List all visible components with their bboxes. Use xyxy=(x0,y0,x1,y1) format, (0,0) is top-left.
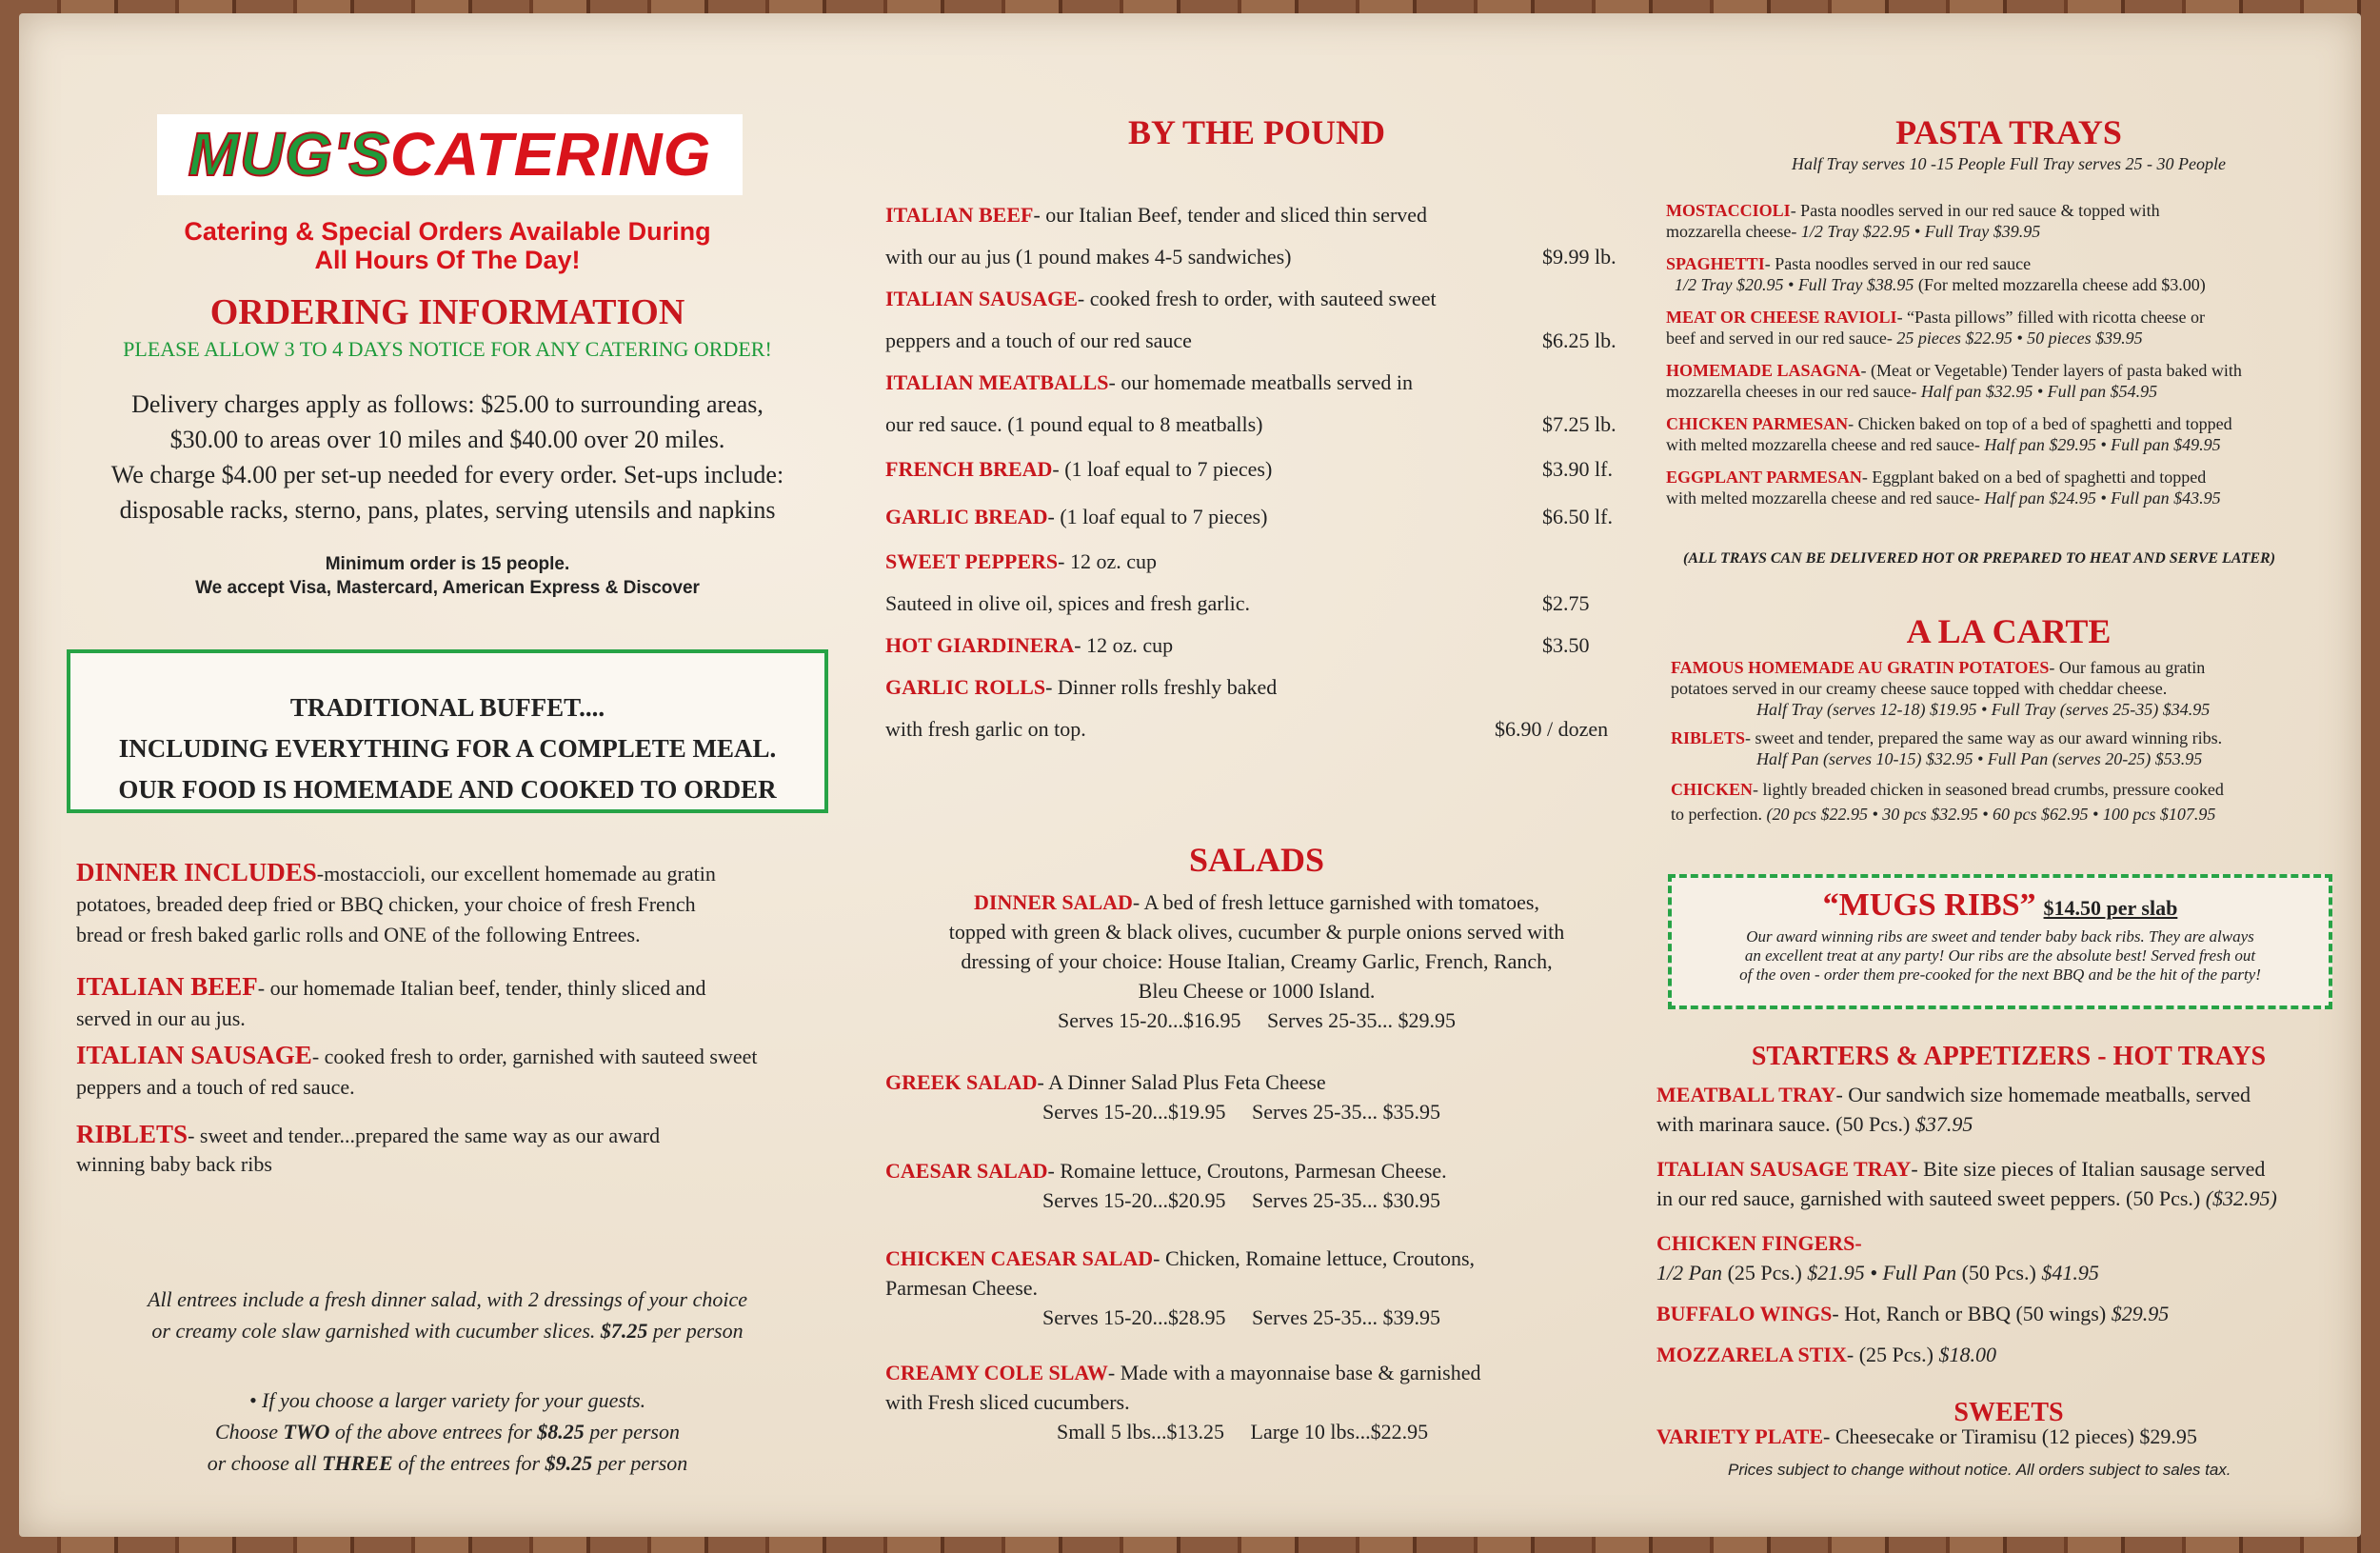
minimum-order: Minimum order is 15 people. xyxy=(325,554,570,574)
item-desc: potatoes served in our creamy cheese sauce topped with cheddar cheese. xyxy=(1671,679,2168,698)
ribs-title: “MUGS RIBS” xyxy=(1822,887,2036,923)
item-name: MEATBALL TRAY xyxy=(1656,1083,1836,1106)
item-desc: - Eggplant baked on a bed of spaghetti and topped xyxy=(1861,468,2207,487)
pasta-eggplant-parmesan xyxy=(1666,467,2351,508)
salads-title: SALADS xyxy=(1188,841,1325,879)
item-price: $3.90 lf. xyxy=(1542,457,1613,481)
note-text: per person xyxy=(647,1319,744,1343)
item-price: $41.95 xyxy=(2041,1261,2099,1284)
item-desc: with melted mozzarella cheese and red sauce- xyxy=(1666,435,1985,454)
item-desc: peppers and a touch of our red sauce xyxy=(885,329,1192,352)
item-name: CAESAR SALAD xyxy=(885,1159,1048,1183)
item-desc: (50 Pcs.) xyxy=(1956,1261,2042,1284)
starter-mozzarella-stix xyxy=(1656,1340,2361,1369)
item-price: Half pan $24.95 • Full pan $43.95 xyxy=(1984,488,2221,508)
bp-peppers xyxy=(885,541,1628,583)
note-line: All entrees include a fresh dinner salad, with 2 dressings of your choice xyxy=(148,1287,747,1311)
item-price: 25 pieces $22.95 • 50 pieces $39.95 xyxy=(1896,329,2143,348)
alc-riblets xyxy=(1671,727,2356,769)
tagline xyxy=(105,217,790,274)
pasta-ravioli xyxy=(1666,307,2351,348)
delivery-line: Delivery charges apply as follows: $25.00 to surrounding areas, xyxy=(131,390,764,418)
item-desc: - Hot, Ranch or BBQ (50 wings) xyxy=(1832,1302,2112,1325)
pasta-chicken-parmesan xyxy=(1666,413,2351,455)
item-name: ITALIAN MEATBALLS xyxy=(885,370,1109,394)
by-the-pound-title: BY THE POUND xyxy=(1127,113,1386,151)
item-name: GREEK SALAD xyxy=(885,1070,1038,1094)
item-desc: - (25 Pcs.) xyxy=(1846,1343,1939,1366)
item-price: $6.90 / dozen xyxy=(1495,717,1609,741)
bp-peppers-row xyxy=(885,583,1628,625)
notice: PLEASE ALLOW 3 TO 4 DAYS NOTICE FOR ANY CATERING ORDER! xyxy=(123,337,772,361)
item-name: MEAT OR CHEESE RAVIOLI xyxy=(1666,308,1897,327)
item-desc: with Fresh sliced cucumbers. xyxy=(885,1390,1130,1414)
pasta-note: (ALL TRAYS CAN BE DELIVERED HOT OR PREPARED TO HEAT AND SERVE LATER) xyxy=(1683,550,2276,567)
bp-sausage-row xyxy=(885,320,1628,362)
item-desc: - “Pasta pillows” filled with ricotta cheese or xyxy=(1896,308,2205,327)
ribs-desc xyxy=(1672,927,2329,985)
item-desc: our red sauce. (1 pound equal to 8 meatballs) xyxy=(885,412,1263,436)
item-desc: - 12 oz. cup xyxy=(1058,549,1158,573)
item-desc: - cooked fresh to order, with sauteed sweet xyxy=(1077,287,1437,310)
ribs-heading xyxy=(1672,887,2329,924)
delivery-line: We charge $4.00 per set-up needed for every order. Set-ups include: xyxy=(110,461,784,488)
buffet-line: OUR FOOD IS HOMEMADE AND COOKED TO ORDER xyxy=(118,775,777,804)
item-price: Serves 15-20...$19.95 Serves 25-35... $35.95 xyxy=(1042,1100,1440,1124)
item-name: ITALIAN SAUSAGE xyxy=(76,1041,312,1069)
item-desc: - Dinner rolls freshly baked xyxy=(1045,675,1278,699)
item-name: GARLIC ROLLS xyxy=(885,675,1046,699)
item-name: BUFFALO WINGS xyxy=(1656,1302,1833,1325)
item-price: (20 pcs $22.95 • 30 pcs $32.95 • 60 pcs $62.95 • 100 pcs $107.95 xyxy=(1766,805,2216,824)
item-desc: peppers and a touch of red sauce. xyxy=(76,1075,355,1099)
item-desc: - Made with a mayonnaise base & garnished xyxy=(1107,1361,1481,1384)
note-text: or choose all xyxy=(207,1451,323,1475)
bp-beef xyxy=(885,194,1628,236)
bp-sausage xyxy=(885,278,1628,320)
item-price: Serves 15-20...$16.95 Serves 25-35... $29.95 xyxy=(1058,1008,1456,1032)
item-price: $2.75 xyxy=(1542,591,1590,615)
item-price: Half pan $29.95 • Full pan $49.95 xyxy=(1984,435,2221,454)
salad-dinner xyxy=(885,887,1628,1035)
starter-buffalo-wings xyxy=(1656,1299,2361,1328)
dinner-includes xyxy=(76,857,838,950)
delivery-line: disposable racks, sterno, pans, plates, serving utensils and napkins xyxy=(119,496,776,524)
item-price: $18.00 xyxy=(1938,1343,1996,1366)
item-desc: - (Meat or Vegetable) Tender layers of pasta baked with xyxy=(1860,361,2242,380)
bp-beef-row xyxy=(885,236,1628,278)
item-price: $7.25 lb. xyxy=(1542,412,1616,436)
entree-riblets xyxy=(76,1120,838,1179)
starter-sausage-tray xyxy=(1656,1154,2361,1213)
item-price: Half pan $32.95 • Full pan $54.95 xyxy=(1920,382,2158,401)
item-desc: - sweet and tender, prepared the same way as our award winning ribs. xyxy=(1745,728,2223,747)
item-price: $6.25 lb. xyxy=(1542,329,1616,352)
item-name: MOSTACCIOLI xyxy=(1666,201,1791,220)
item-name: CHICKEN xyxy=(1671,780,1754,799)
entrees-note xyxy=(76,1284,819,1346)
item-name: SPAGHETTI xyxy=(1666,254,1765,273)
item-name: MOZZARELA STIX xyxy=(1656,1343,1847,1366)
a-la-carte-list xyxy=(1671,657,2356,826)
item-price: $21.95 • Full Pan xyxy=(1807,1261,1957,1284)
item-name: CHICKEN FINGERS- xyxy=(1656,1231,1862,1255)
item-name: CREAMY COLE SLAW xyxy=(885,1361,1108,1384)
item-price: $9.99 lb. xyxy=(1542,245,1616,269)
entree-italian-sausage xyxy=(76,1040,838,1103)
item-price: Half Tray (serves 12-18) $19.95 • Full Tray (serves 25-35) $34.95 xyxy=(1756,700,2211,719)
note-emph: THREE xyxy=(322,1451,393,1475)
ribs-desc-line: Our award winning ribs are sweet and tender baby back ribs. They are always xyxy=(1746,927,2254,946)
item-name: GARLIC BREAD xyxy=(885,505,1048,528)
by-the-pound-list xyxy=(885,194,1628,750)
item-name: ITALIAN SAUSAGE xyxy=(885,287,1078,310)
note-line xyxy=(76,1315,819,1346)
note-price: $7.25 xyxy=(600,1319,648,1343)
item-desc: in our red sauce, garnished with sauteed sweet peppers. (50 Pcs.) xyxy=(1656,1186,2206,1210)
logo xyxy=(157,114,743,195)
alc-potatoes xyxy=(1671,657,2356,720)
item-price: $29.95 xyxy=(2111,1302,2170,1325)
note-text: per person xyxy=(584,1420,680,1443)
item-name: HOMEMADE LASAGNA xyxy=(1666,361,1861,380)
salad-line xyxy=(885,887,1628,917)
item-price: $37.95 xyxy=(1914,1112,1973,1136)
item-desc: Parmesan Cheese. xyxy=(885,1276,1039,1300)
footer-note: Prices subject to change without notice. All orders subject to sales tax. xyxy=(1728,1461,2231,1479)
item-desc: with melted mozzarella cheese and red sauce- xyxy=(1666,488,1985,508)
item-desc: Bleu Cheese or 1000 Island. xyxy=(1138,979,1376,1003)
note-text: of the entrees for xyxy=(392,1451,545,1475)
item-desc: - Our famous au gratin xyxy=(2049,658,2206,677)
item-desc: (For melted mozzarella cheese add $3.00) xyxy=(1914,275,2206,294)
item-name: DINNER SALAD xyxy=(974,890,1133,914)
item-desc: mozzarella cheeses in our red sauce- xyxy=(1666,382,1921,401)
item-desc: with fresh garlic on top. xyxy=(885,717,1086,741)
pasta-spaghetti xyxy=(1666,253,2351,295)
item-name: ITALIAN BEEF xyxy=(76,972,258,1001)
item-desc: potatoes, breaded deep fried or BBQ chicken, your choice of fresh French xyxy=(76,892,696,916)
tagline-line: All Hours Of The Day! xyxy=(314,246,581,274)
note-price: $8.25 xyxy=(537,1420,585,1443)
item-name: ITALIAN BEEF xyxy=(885,203,1034,227)
delivery-line: $30.00 to areas over 10 miles and $40.00 over 20 miles. xyxy=(169,426,725,453)
item-desc: - sweet and tender...prepared the same way as our award xyxy=(188,1124,661,1147)
order-terms xyxy=(105,552,790,600)
item-name: FRENCH BREAD xyxy=(885,457,1053,481)
sweets-variety-plate xyxy=(1656,1424,2361,1449)
item-name: SWEET PEPPERS xyxy=(885,549,1059,573)
item-desc: -mostaccioli, our excellent homemade au gratin xyxy=(316,862,716,886)
salad-cole-slaw xyxy=(885,1358,1628,1446)
item-name: VARIETY PLATE xyxy=(1656,1424,1824,1448)
item-price: $3.50 xyxy=(1542,633,1590,657)
item-desc: bread or fresh baked garlic rolls and ONE of the following Entrees. xyxy=(76,923,641,946)
item-name: DINNER INCLUDES xyxy=(76,858,317,886)
note-text: of the above entrees for xyxy=(329,1420,538,1443)
note-line: • If you choose a larger variety for your guests. xyxy=(248,1388,646,1412)
pasta-lasagna xyxy=(1666,360,2351,402)
ribs-desc-line: an excellent treat at any party! Our ribs are the absolute best! Served fresh out xyxy=(1744,946,2256,965)
note-line xyxy=(76,1447,819,1479)
item-price: 1/2 Tray $22.95 • Full Tray $39.95 xyxy=(1800,222,2041,241)
note-price: $9.25 xyxy=(545,1451,593,1475)
item-name: HOT GIARDINERA xyxy=(885,633,1075,657)
starters-title: STARTERS & APPETIZERS - HOT TRAYS xyxy=(1751,1042,2267,1071)
item-desc: topped with green & black olives, cucumber & purple onions served with xyxy=(948,920,1565,944)
logo-mugs: MUG'S xyxy=(188,120,390,189)
accepted-cards: We accept Visa, Mastercard, American Express & Discover xyxy=(195,578,700,598)
item-price: ($32.95) xyxy=(2205,1186,2277,1210)
pasta-mostaccioli xyxy=(1666,200,2351,242)
item-desc: - Bite size pieces of Italian sausage served xyxy=(1911,1157,2266,1181)
item-price: 1/2 Tray $20.95 • Full Tray $38.95 xyxy=(1675,275,1914,294)
bp-garlic xyxy=(885,493,1628,541)
note-line xyxy=(76,1416,819,1447)
item-desc: Sauteed in olive oil, spices and fresh garlic. xyxy=(885,591,1251,615)
item-price: $6.50 lf. xyxy=(1542,505,1613,528)
item-name: RIBLETS xyxy=(1671,728,1746,747)
starter-meatball-tray xyxy=(1656,1080,2361,1139)
item-desc: - 12 oz. cup xyxy=(1074,633,1174,657)
delivery-info xyxy=(67,387,828,528)
buffet-line: TRADITIONAL BUFFET.... xyxy=(289,693,605,722)
salad-chicken-caesar xyxy=(885,1244,1628,1332)
item-desc: dressing of your choice: House Italian, Creamy Garlic, French, Ranch, xyxy=(961,949,1553,973)
note-text: or creamy cole slaw garnished with cucumber slices. xyxy=(151,1319,601,1343)
salad-caesar xyxy=(885,1156,1628,1215)
starter-chicken-fingers xyxy=(1656,1228,2361,1287)
sweets-title: SWEETS xyxy=(1954,1398,2064,1427)
item-desc: (25 Pcs.) xyxy=(1722,1261,1808,1284)
variety-note xyxy=(76,1384,819,1479)
pasta-title: PASTA TRAYS xyxy=(1895,113,2122,151)
item-desc: - Cheesecake or Tiramisu (12 pieces) $29.95 xyxy=(1823,1424,2197,1448)
item-desc: - Pasta noodles served in our red sauce & topped with xyxy=(1790,201,2160,220)
entree-italian-beef xyxy=(76,971,838,1034)
item-name: CHICKEN PARMESAN xyxy=(1666,414,1849,433)
item-desc: beef and served in our red sauce- xyxy=(1666,329,1897,348)
item-price: Serves 15-20...$28.95 Serves 25-35... $39.95 xyxy=(1042,1305,1440,1329)
item-desc: - our homemade meatballs served in xyxy=(1108,370,1414,394)
item-desc: - Pasta noodles served in our red sauce xyxy=(1764,254,2032,273)
item-desc: - our Italian Beef, tender and sliced thin served xyxy=(1033,203,1428,227)
starters-list xyxy=(1656,1080,2361,1369)
tagline-line: Catering & Special Orders Available During xyxy=(184,217,711,246)
item-desc: - Chicken, Romaine lettuce, Croutons, xyxy=(1153,1246,1476,1270)
mugs-ribs-box xyxy=(1668,874,2332,1009)
bp-rolls-row xyxy=(885,708,1628,750)
item-desc: - (1 loaf equal to 7 pieces) xyxy=(1052,457,1273,481)
item-desc: - cooked fresh to order, garnished with sauteed sweet xyxy=(311,1045,758,1068)
item-name: FAMOUS HOMEMADE AU GRATIN POTATOES xyxy=(1671,658,2050,677)
item-desc: with marinara sauce. (50 Pcs.) xyxy=(1656,1112,1915,1136)
note-emph: TWO xyxy=(283,1420,330,1443)
pasta-subtitle: Half Tray serves 10 -15 People Full Tray serves 25 - 30 People xyxy=(1792,154,2226,173)
item-desc: to perfection. xyxy=(1671,805,1767,824)
item-desc: - Romaine lettuce, Croutons, Parmesan Cheese. xyxy=(1047,1159,1447,1183)
ordering-title: ORDERING INFORMATION xyxy=(209,292,685,332)
item-desc: winning baby back ribs xyxy=(76,1152,272,1176)
logo-catering: CATERING xyxy=(389,120,712,189)
item-desc: - our homemade Italian beef, tender, thinly sliced and xyxy=(257,976,706,1000)
item-desc: - Our sandwich size homemade meatballs, served xyxy=(1835,1083,2251,1106)
bp-giardinera xyxy=(885,625,1628,667)
item-name: EGGPLANT PARMESAN xyxy=(1666,468,1862,487)
item-desc: served in our au jus. xyxy=(76,1006,246,1030)
alc-chicken xyxy=(1671,777,2356,826)
buffet-box xyxy=(67,649,828,813)
bp-french xyxy=(885,446,1628,493)
item-desc: - (1 loaf equal to 7 pieces) xyxy=(1047,505,1268,528)
note-text: per person xyxy=(592,1451,688,1475)
bp-meatballs xyxy=(885,362,1628,404)
ribs-desc-line: of the oven - order them pre-cooked for the next BBQ and be the hit of the party! xyxy=(1739,966,2261,984)
note-text: Choose xyxy=(214,1420,284,1443)
item-desc: - lightly breaded chicken in seasoned bread crumbs, pressure cooked xyxy=(1753,780,2224,799)
a-la-carte-title: A LA CARTE xyxy=(1906,612,2112,650)
item-desc: - A bed of fresh lettuce garnished with tomatoes, xyxy=(1132,890,1539,914)
pasta-list xyxy=(1666,200,2351,508)
item-name: ITALIAN SAUSAGE TRAY xyxy=(1656,1157,1912,1181)
item-price: 1/2 Pan xyxy=(1656,1261,1723,1284)
item-desc: - Chicken baked on top of a bed of spaghetti and topped xyxy=(1848,414,2232,433)
buffet-line: INCLUDING EVERYTHING FOR A COMPLETE MEAL. xyxy=(118,734,777,763)
item-desc: with our au jus (1 pound makes 4-5 sandwiches) xyxy=(885,245,1292,269)
bp-rolls xyxy=(885,667,1628,708)
ribs-price: $14.50 per slab xyxy=(2043,896,2178,920)
item-price: Half Pan (serves 10-15) $32.95 • Full Pan (serves 20-25) $53.95 xyxy=(1756,749,2203,768)
item-price: Small 5 lbs...$13.25 Large 10 lbs...$22.95 xyxy=(1057,1420,1429,1443)
item-desc: mozzarella cheese- xyxy=(1666,222,1801,241)
item-name: CHICKEN CAESAR SALAD xyxy=(885,1246,1154,1270)
item-desc: - A Dinner Salad Plus Feta Cheese xyxy=(1037,1070,1326,1094)
salad-greek xyxy=(885,1067,1628,1126)
item-name: RIBLETS xyxy=(76,1120,188,1148)
item-price: Serves 15-20...$20.95 Serves 25-35... $30.95 xyxy=(1042,1188,1440,1212)
bp-meatballs-row xyxy=(885,404,1628,446)
